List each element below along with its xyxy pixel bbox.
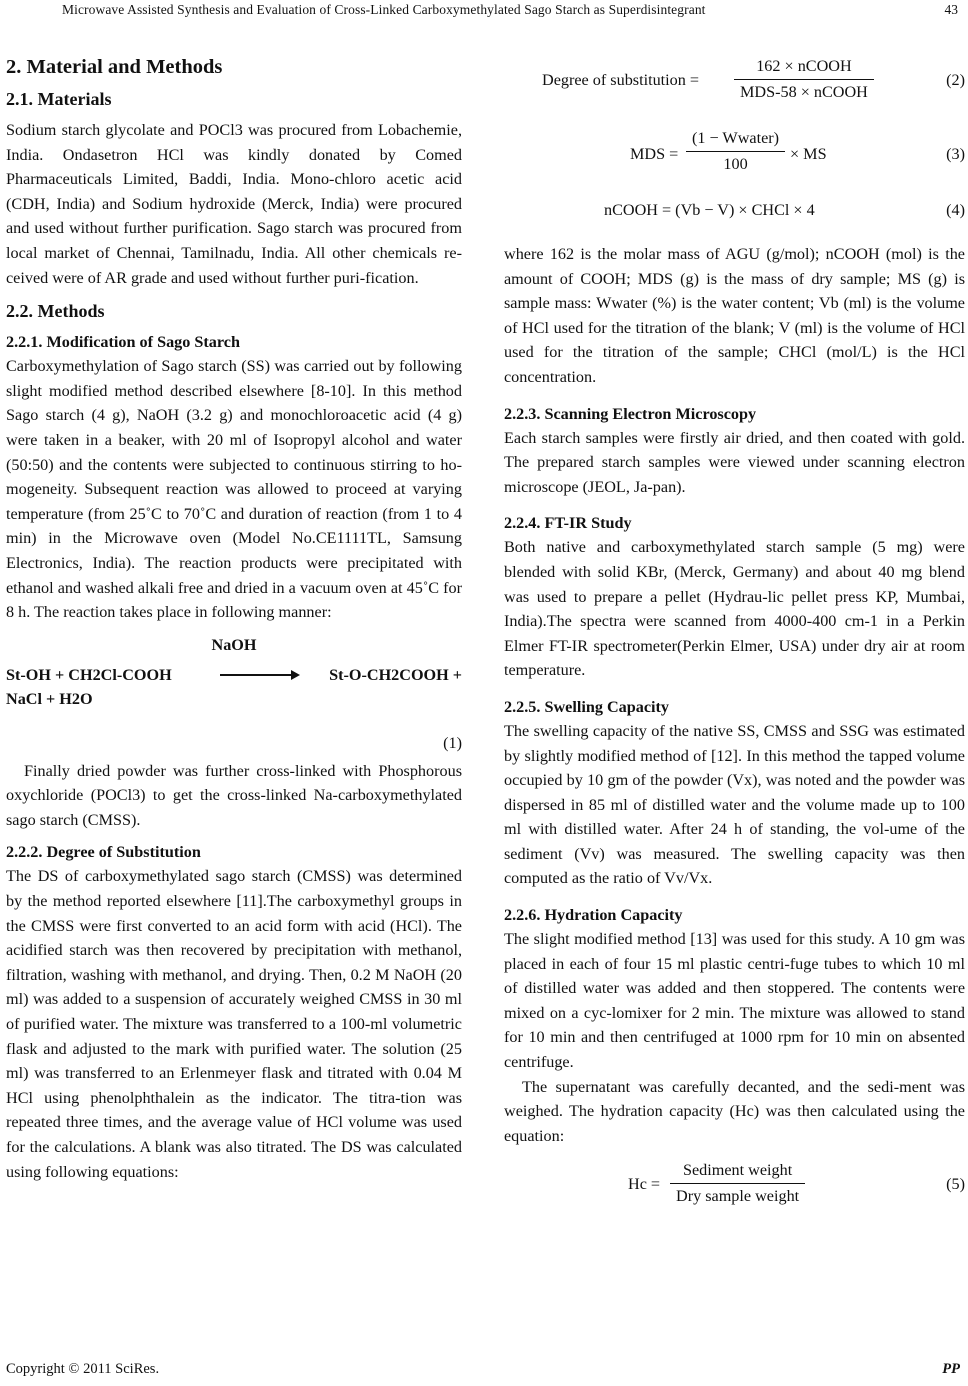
- hydration-text: The slight modified method [13] was used for this study. A 10 gm was placed in each of four 15 ml plastic centri-fuge tubes to which 10 ml of distilled water was added and then stoppered. The contents were mixed on a cyc-lomixer for 2 min. The mixture was allowed to stand for 10 min and then centrifuged at 1000 rpm for 10 min on absented centrifuge.: [504, 930, 965, 1072]
- eq3-fraction: [686, 126, 785, 176]
- copyright: Copyright © 2011 SciRes.: [6, 1361, 160, 1377]
- reaction-reactants: St-OH + CH2Cl-COOH: [6, 665, 172, 684]
- materials-heading: 2.1. Materials: [6, 89, 112, 109]
- reaction-products: St-O-CH2COOH +: [329, 665, 462, 684]
- methods-heading: 2.2. Methods: [6, 301, 105, 322]
- eq2-denominator: MDS-58 × nCOOH: [734, 79, 874, 105]
- where-text: where 162 is the molar mass of AGU (g/mol); nCOOH (mol) is the amount of COOH; MDS (g) is the mass of dry sample; MS (g) is sample mass: Wwater (%) is the water content; Vb (ml) is the volume of HCl used for the titration of the blank; V (ml) is the volume of HCl used for the titration of the sample; CHCl (mol/L) is the HCl concentration.: [504, 245, 965, 386]
- sem-heading: 2.2.3. Scanning Electron Microscopy: [504, 404, 757, 423]
- page-number: 43: [944, 2, 958, 17]
- ds-heading: 2.2.2. Degree of Substitution: [6, 843, 201, 862]
- reaction-byproducts: NaCl + H2O: [6, 689, 93, 708]
- eq3-number: (3): [946, 145, 965, 163]
- eq5-numerator: Sediment weight: [682, 1161, 793, 1180]
- sem-text: Each starch samples were firstly air dried, and then coated with gold. The prepared starch samples were viewed under scanning electron microscope (JEOL, Ja-pan).: [504, 428, 965, 496]
- reaction-number: (1): [443, 733, 462, 752]
- eq3-numerator: (1 − Wwater): [692, 129, 780, 147]
- supernatant-text: The supernatant was carefully decanted, and the sedi-ment was weighed. The hydration capacity (Hc) was then calculated using the equation:: [504, 1077, 965, 1145]
- modification-heading: 2.2.1. Modification of Sago Starch: [6, 333, 240, 352]
- equation-5: [504, 1156, 965, 1216]
- eq2-number: (2): [946, 71, 965, 89]
- journal-abbrev: PP: [942, 1361, 960, 1377]
- equation-4: [504, 190, 965, 234]
- ftir-text: Both native and carboxymethylated starch sample (5 mg) were blended with solid KBr, (Merck, Germany) and about 40 mg blend was used to prepare a pellet (Hydrau-lic pellet press KP, Mumbai, India).The spectra were scanned from 4000-400 cm-1 in a Perkin Elmer FT-IR spectrometer(Perkin Elmer, USA) under dry air at room temperature.: [504, 538, 965, 680]
- eq4-number: (4): [946, 201, 965, 219]
- reaction-catalyst: NaOH: [211, 635, 257, 654]
- eq2-fraction: [734, 54, 874, 104]
- eq3-lhs: MDS =: [630, 145, 679, 163]
- eq4-text: nCOOH = (Vb − V) × CHCl × 4: [604, 201, 815, 219]
- hydration-heading: 2.2.6. Hydration Capacity: [504, 906, 683, 925]
- modification-text: Carboxymethylation of Sago starch (SS) was carried out by following slight modified method described elsewhere [8-10]. In this method Sago starch (4 g), NaOH (3.2 g) and monochloroacetic acid (4 g) were taken in a beaker, with 20 ml of Isopropyl alcohol and water (50:50) and the contents were subjected to continuous stirring to ho-mogeneity. Subsequent reaction was allowed to proceed at varying temperature (from 25˚C to 70˚C and duration of reaction (from 1 to 4 min) in the Microwave oven (Model No.CE1111TL, Samsung Electronics, India). The reaction products were precipitated with ethanol and washed alkali free and dried in a vacuum oven at 45˚C for 8 h. The reaction takes place in following manner:: [6, 357, 462, 622]
- reaction-equation: [6, 633, 462, 729]
- section-heading: 2. Material and Methods: [6, 56, 223, 78]
- running-header: [0, 0, 968, 22]
- materials-text: Sodium starch glycolate and POCl3 was procured from Lobachemie, India. Ondasetron HCl was kindly donated by Comed Pharmaceuticals Limited, Baddi, India. Mono-chloro acetic acid (CDH, India) and Sodium hydroxide (Merck, India) were procured and used without further purification. Sago starch was procured from local market of Chennai, Tamilnadu, India. All other chemicals re-ceived were of AR grade and used without further puri-fication.: [6, 121, 462, 287]
- reaction-arrow-icon: [220, 674, 298, 676]
- eq5-fraction: [670, 1158, 805, 1208]
- running-title: Microwave Assisted Synthesis and Evaluation of Cross-Linked Carboxymethylated Sago Starch as Superdisintegrant: [62, 2, 706, 17]
- eq3-denominator: 100: [686, 151, 785, 177]
- crosslink-text: Finally dried powder was further cross-linked with Phosphorous oxychloride (POCl3) to get the cross-linked Na-carboxymethylated sago starch (CMSS).: [6, 761, 462, 829]
- eq5-denominator: Dry sample weight: [670, 1183, 805, 1209]
- eq3-rhs: × MS: [790, 145, 827, 163]
- eq5-lhs: Hc =: [628, 1175, 661, 1194]
- swelling-text: The swelling capacity of the native SS, CMSS and SSG was estimated by slightly modified method of [12]. In this method the tapped volume occupied by 10 gm of the powder (Vx), was noted and the powder was dispersed in 85 ml of distilled water and the volume made up to 100 ml with distilled water. After 24 h of standing, the vol-ume of the sediment (Vv) was measured. The swelling capacity was then computed as the ratio of Vv/Vx.: [504, 721, 965, 888]
- swelling-heading: 2.2.5. Swelling Capacity: [504, 697, 670, 716]
- eq5-number: (5): [946, 1175, 965, 1194]
- eq2-lhs: Degree of substitution =: [542, 71, 700, 89]
- ds-text: The DS of carboxymethylated sago starch (CMSS) was determined by the method reported elsewhere [11].The carboxymethyl groups in the CMSS were first converted to an acid form with acid (HCl). The acidified starch was then recovered by precipitation with methanol, filtration, washing with methanol, and drying. Then, 0.2 M NaOH (20 ml) was added to a suspension of accurately weighed CMSS in 30 ml of purified water. The mixture was transferred to a 100-ml volumetric flask and adjusted to the mark with purified water. The solution (25 ml) was transferred to an Erlenmeyer flask and titrated with 0.04 M HCl using phenolphthalein as the indicator. The titra-tion was repeated three times, and the average value of HCl volume was used for the calculations. A blank was also titrated. The DS was calculated using following equations:: [6, 867, 462, 1181]
- eq2-numerator: 162 × nCOOH: [756, 57, 852, 75]
- equation-2: [504, 52, 965, 116]
- left-column: [6, 52, 462, 1184]
- equation-3: [504, 122, 965, 186]
- ftir-heading: 2.2.4. FT-IR Study: [504, 514, 632, 533]
- footer: [6, 1361, 960, 1381]
- right-column: [504, 52, 965, 1216]
